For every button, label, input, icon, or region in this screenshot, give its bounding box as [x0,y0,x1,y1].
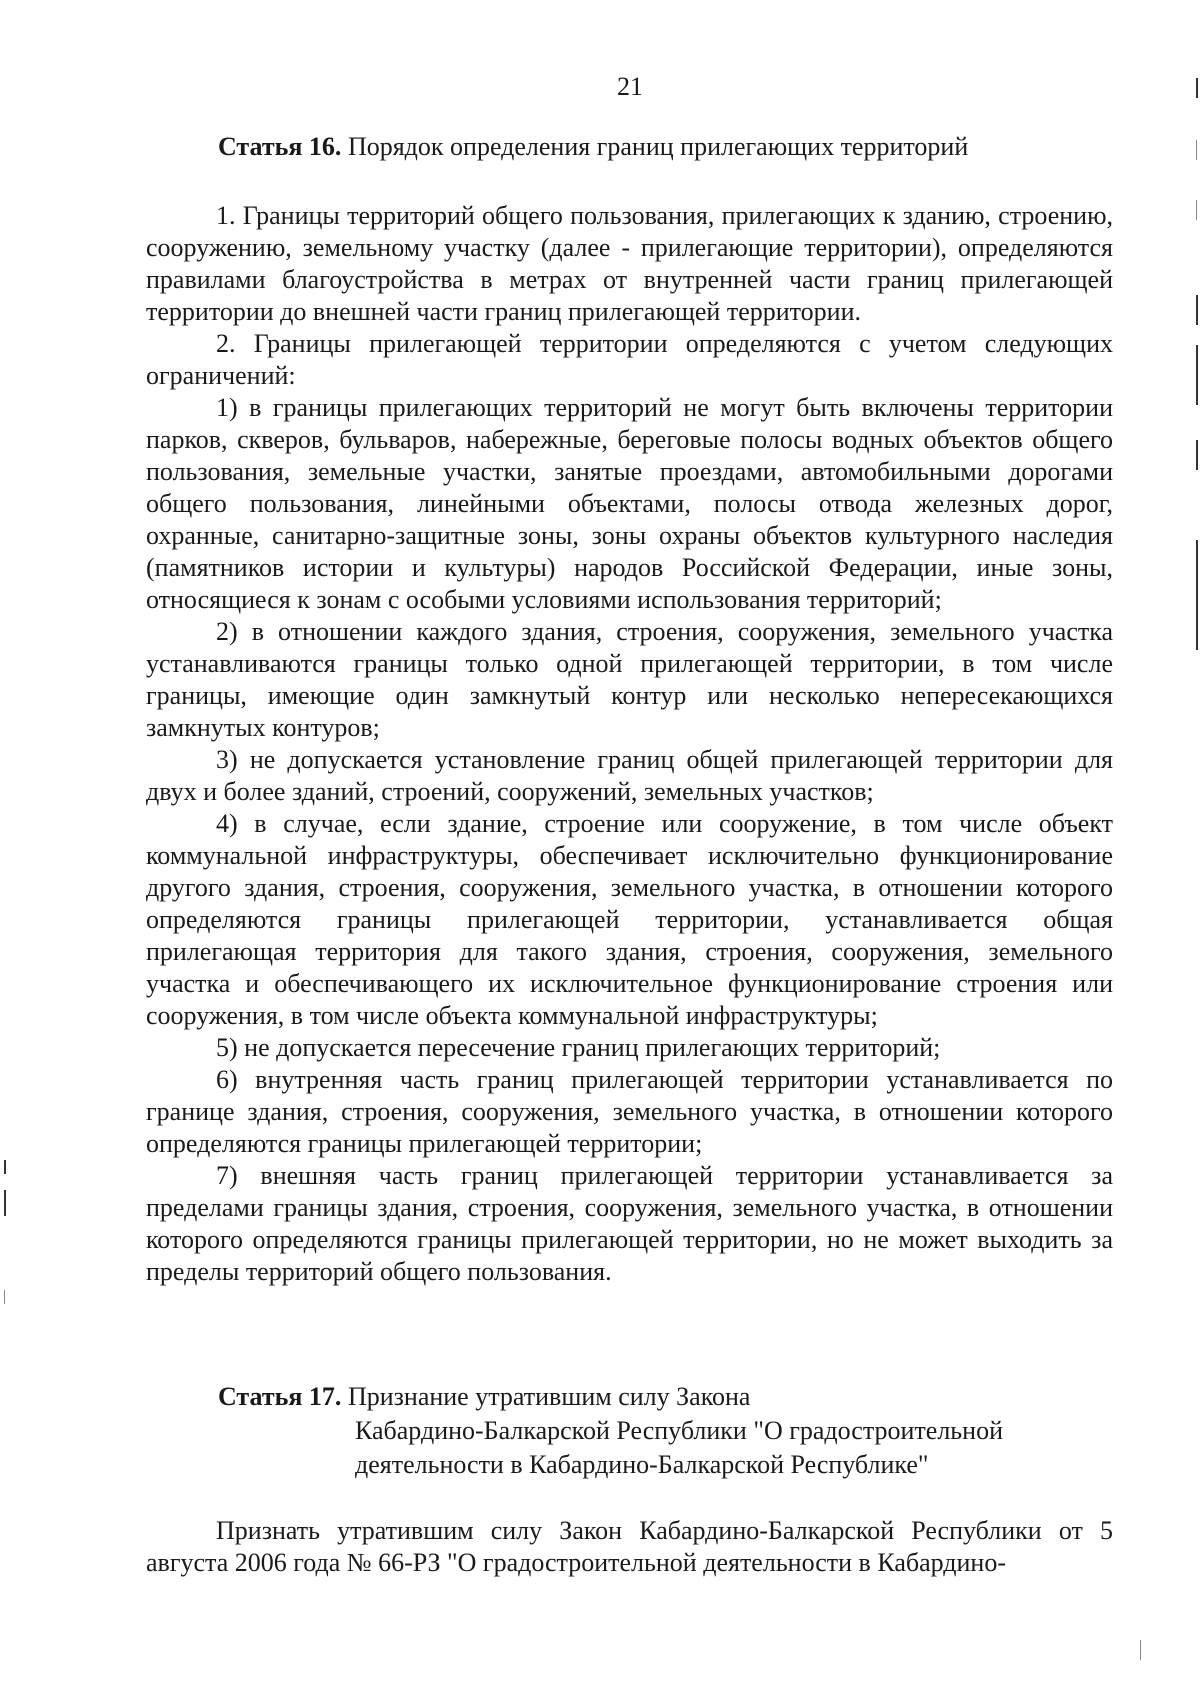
article-16-paragraph: 4) в случае, если здание, строение или сооружение, в том числе объект коммунальной инфраструктуры, обеспечивает исключительно функционирование другого здания, строения, сооружения, земельного участка, в отношении которого определяются границы прилегающей территории, устанавливается общая прилегающая территория для такого здания, строения, сооружения, земельного участка и обеспечивающего их исключительное функционирование строения или сооружения, в том числе объекта коммунальной инфраструктуры; [146,809,1113,1030]
article-17-body [146,1515,1113,1579]
article-16-paragraph: 1. Границы территорий общего пользования, прилегающих к зданию, строению, сооружению, земельному участку (далее - прилегающие территории), определяются правилами благоустройства в метрах от внутренней части границ прилегающей территории до внешней части границ прилегающей территории. [146,201,1113,326]
scan-edge-mark [1196,440,1198,470]
scan-edge-mark [4,1160,6,1174]
scan-edge-mark [1196,345,1198,405]
article-17-heading [218,1380,1118,1482]
article-16-paragraph: 3) не допускается установление границ общей прилегающей территории для двух и более зданий, строений, сооружений, земельных участков; [146,745,1113,806]
scan-edge-mark [4,1290,5,1304]
scan-edge-mark [1140,1640,1141,1660]
article-17-paragraph: Признать утратившим силу Закон Кабардино-Балкарской Республики от 5 августа 2006 года № 66-РЗ "О градостроительной деятельности в Кабардино- [146,1516,1113,1577]
article-17-title-line: Признание утратившим силу Закона [347,1382,751,1411]
article-16-paragraph: 6) внутренняя часть границ прилегающей территории устанавливается по границе здания, строения, сооружения, земельного участка, в отношении которого определяются границы прилегающей территории; [146,1065,1113,1158]
scan-edge-mark [4,1190,6,1216]
article-16-paragraph: 1) в границы прилегающих территорий не могут быть включены территории парков, скверов, бульваров, набережные, береговые полосы водных объектов общего пользования, земельные участки, занятые проездами, автомобильными дорогами общего пользования, линейными объектами, полосы отвода железных дорог, охранные, санитарно-защитные зоны, зоны охраны объектов культурного наследия (памятников истории и культуры) народов Российской Федерации, иные зоны, относящиеся к зонам с особыми условиями использования территорий; [146,393,1113,614]
page-number: 21 [617,72,643,101]
article-16-paragraph: 7) внешняя часть границ прилегающей территории устанавливается за пределами границы здания, строения, сооружения, земельного участка, в отношении которого определяются границы прилегающей территории, но не может выходить за пределы территорий общего пользования. [146,1161,1113,1286]
scan-edge-mark [1196,78,1198,98]
article-16-title: Порядок определения границ прилегающих территорий [347,132,969,161]
article-17-title-line: деятельности в Кабардино-Балкарской Республике" [355,1450,929,1479]
article-16-paragraph: 5) не допускается пересечение границ прилегающих территорий; [216,1033,941,1062]
scan-edge-mark [1196,140,1197,160]
article-16-paragraph: 2) в отношении каждого здания, строения, сооружения, земельного участка устанавливаются границы только одной прилегающей территории, в том числе границы, имеющие один замкнутый контур или несколько непересекающихся замкнутых контуров; [146,617,1113,742]
article-16-heading [218,130,968,164]
scan-edge-mark [1196,200,1197,220]
article-17-label: Статья 17. [218,1382,342,1411]
article-16-paragraph: 2. Границы прилегающей территории определяются с учетом следующих ограничений: [146,329,1113,390]
scan-edge-mark [1196,295,1198,325]
article-16-body [146,200,1113,1288]
article-17-title-line: Кабардино-Балкарской Республики "О градостроительной [355,1416,1003,1445]
scan-edge-mark [1196,540,1198,650]
article-16-label: Статья 16. [218,132,342,161]
